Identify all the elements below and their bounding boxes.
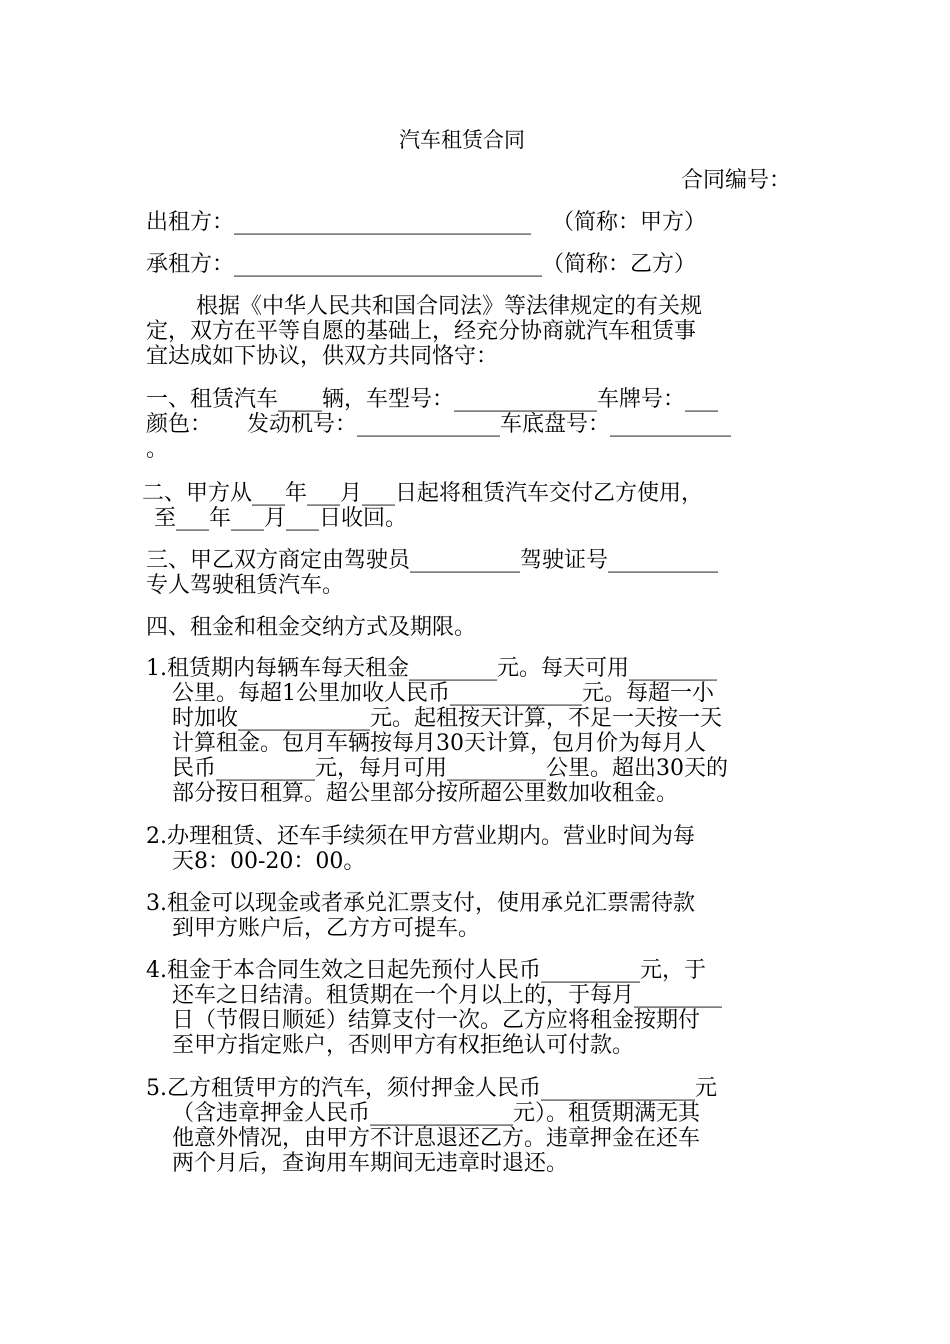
- lessor-line: 出租方：___________________________ （简称：甲方）: [146, 210, 706, 235]
- clause-4-line: 4.租金于本合同生效之日起先预付人民币_________元，于: [146, 958, 706, 983]
- clause-5-line: 两个月后，查询用车期间无违章时退还。: [172, 1151, 569, 1176]
- clause-4-line: 还车之日结清。租赁期在一个月以上的，于每月________: [172, 983, 723, 1008]
- article-3-line: 三、甲乙双方商定由驾驶员__________驾驶证号__________: [146, 548, 719, 573]
- clause-4-line: 日（节假日顺延）结算支付一次。乙方应将租金按期付: [172, 1008, 701, 1033]
- article-4-heading: 四、租金和租金交纳方式及期限。: [146, 615, 477, 640]
- preamble-line: 宜达成如下协议，供双方共同恪守：: [146, 344, 499, 369]
- article-2-line: 二、甲方从___年___月___日起将租赁汽车交付乙方使用，: [142, 481, 704, 506]
- document-title: 汽车租赁合同: [399, 128, 525, 152]
- article-2-line: 至___年___月___日收回。: [154, 506, 408, 531]
- article-1-line: 一、租赁汽车____辆，车型号：_____________车牌号：___: [146, 387, 719, 412]
- preamble-line: 根据《中华人民共和国合同法》等法律规定的有关规: [196, 294, 703, 319]
- clause-1-line: 公里。每超1公里加收人民币____________元。每超一小: [172, 681, 714, 706]
- clause-4-line: 至甲方指定账户，否则甲方有权拒绝认可付款。: [172, 1033, 635, 1058]
- clause-5-line: 5.乙方租赁甲方的汽车，须付押金人民币______________元: [146, 1076, 717, 1101]
- clause-1-line: 民币_________元，每月可用_________公里。超出30天的: [172, 756, 728, 781]
- preamble-line: 定，双方在平等自愿的基础上，经充分协商就汽车租赁事: [146, 319, 697, 344]
- article-1-line: 。: [146, 437, 169, 462]
- clause-2-line: 2.办理租赁、还车手续须在甲方营业期内。营业时间为每: [146, 824, 695, 849]
- article-3-line: 专人驾驶租赁汽车。: [146, 573, 345, 598]
- article-1-line: 颜色： 发动机号：_____________车底盘号：___________: [146, 412, 731, 437]
- clause-1-line: 部分按日租算。超公里部分按所超公里数加收租金。: [172, 781, 679, 806]
- clause-1-line: 时加收____________元。起租按天计算，不足一天按一天: [172, 706, 723, 731]
- clause-2-line: 天8：00-20：00。: [172, 849, 366, 874]
- clause-3-line: 到甲方账户后，乙方方可提车。: [172, 916, 481, 941]
- clause-1-line: 1.租赁期内每辆车每天租金________元。每天可用________: [146, 656, 717, 681]
- clause-5-line: （含违章押金人民币_____________元）。租赁期满无其: [172, 1101, 701, 1126]
- clause-1-line: 计算租金。包月车辆按每月30天计算，包月价为每月人: [172, 731, 706, 756]
- lessee-line: 承租方：____________________________（简称：乙方）: [146, 252, 697, 277]
- clause-3-line: 3.租金可以现金或者承兑汇票支付，使用承兑汇票需待款: [146, 891, 695, 916]
- contract-number-label: 合同编号：: [681, 168, 792, 193]
- clause-5-line: 他意外情况，由甲方不计息退还乙方。违章押金在还车: [172, 1126, 701, 1151]
